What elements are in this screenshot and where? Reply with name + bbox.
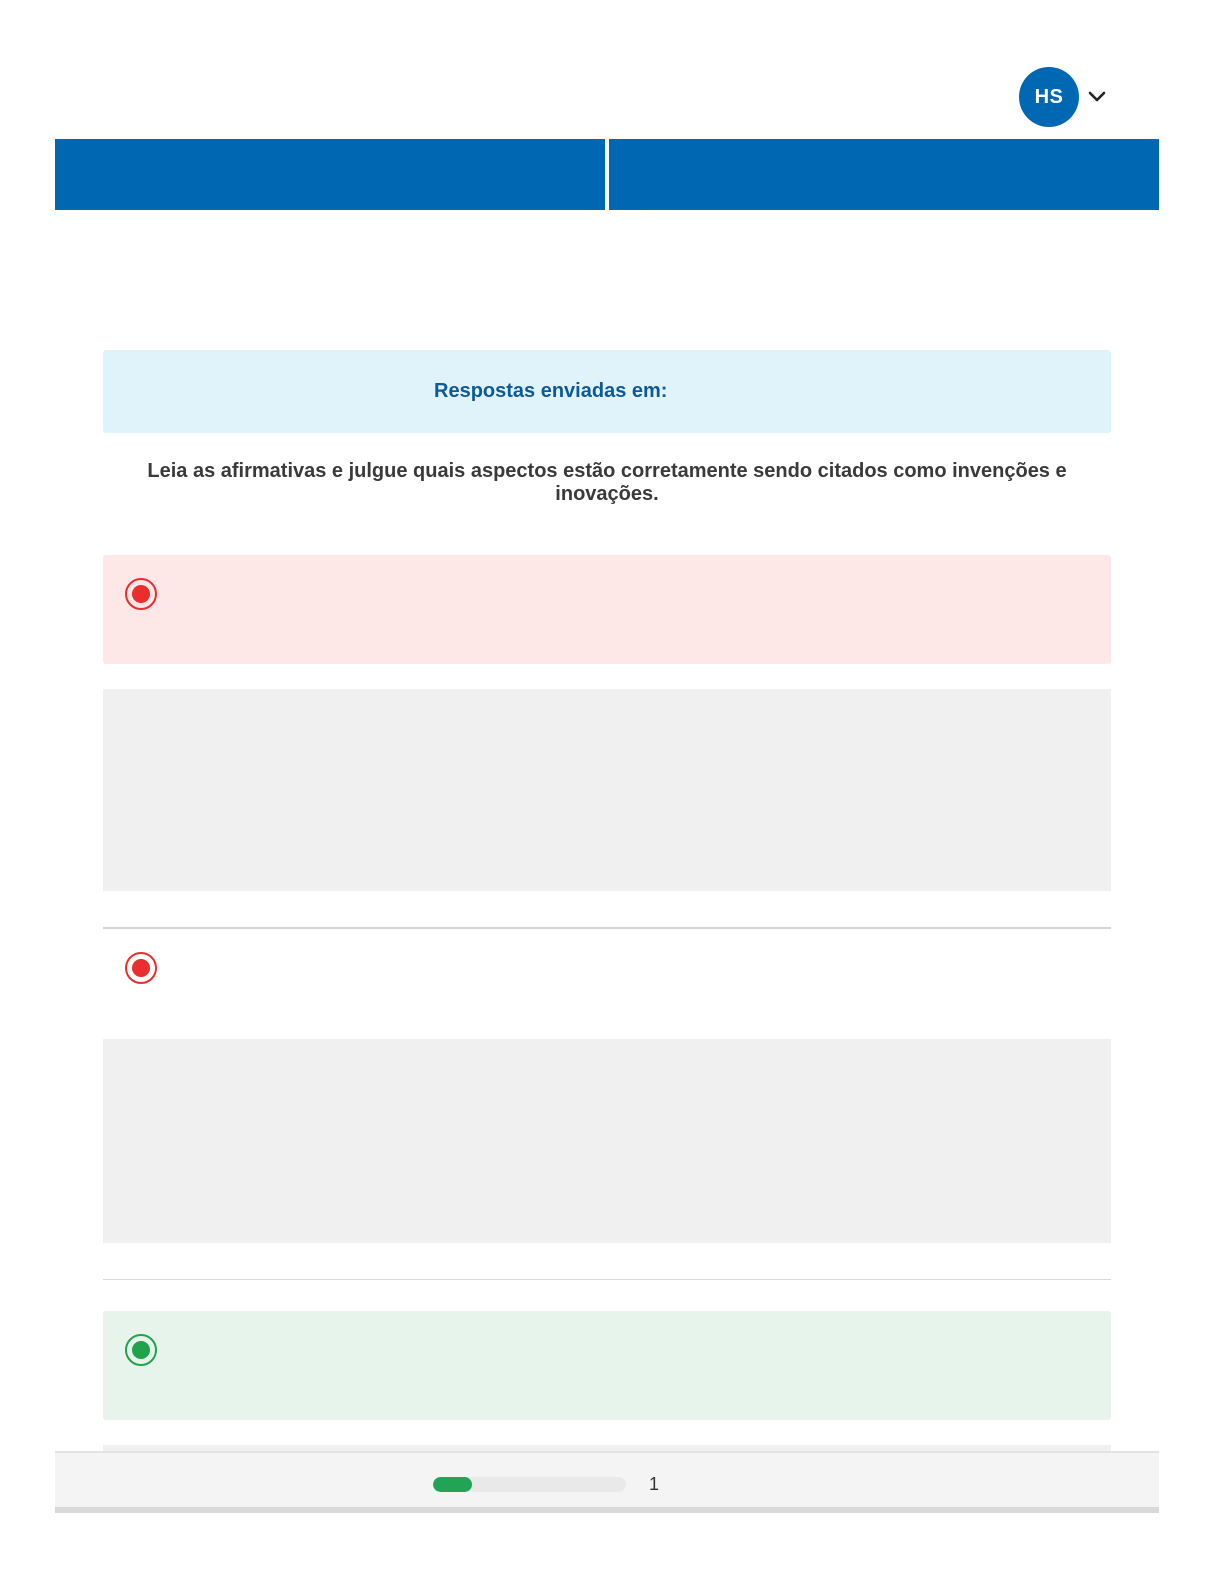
user-menu[interactable]	[1019, 67, 1107, 127]
progress-fill	[433, 1477, 472, 1492]
radio-selected-icon[interactable]	[125, 1334, 157, 1366]
radio-selected-icon[interactable]	[125, 952, 157, 984]
progress-footer	[55, 1451, 1159, 1513]
avatar-initials: HS	[1034, 85, 1064, 108]
answer-option-2[interactable]	[103, 930, 1111, 1020]
progress-bar	[433, 1477, 626, 1492]
divider	[103, 927, 1111, 929]
answer-feedback-2	[103, 1039, 1111, 1243]
radio-selected-icon[interactable]	[125, 578, 157, 610]
chevron-down-icon[interactable]	[1087, 87, 1107, 107]
submitted-banner	[103, 350, 1111, 433]
submitted-text: Respostas enviadas em:	[434, 380, 668, 402]
nav-tab-left[interactable]	[55, 139, 605, 210]
answer-option-1[interactable]	[103, 555, 1111, 664]
divider	[103, 1279, 1111, 1280]
page-number[interactable]: 1	[649, 1474, 660, 1494]
answer-option-3[interactable]	[103, 1311, 1111, 1420]
nav-tab-right[interactable]	[609, 139, 1159, 210]
question-text: Leia as afirmativas e julgue quais aspectos estão corretamente sendo citados como invenções e inovações.	[147, 460, 1067, 505]
avatar[interactable]	[1019, 67, 1079, 127]
top-nav	[55, 139, 1159, 210]
answer-feedback-1	[103, 689, 1111, 891]
